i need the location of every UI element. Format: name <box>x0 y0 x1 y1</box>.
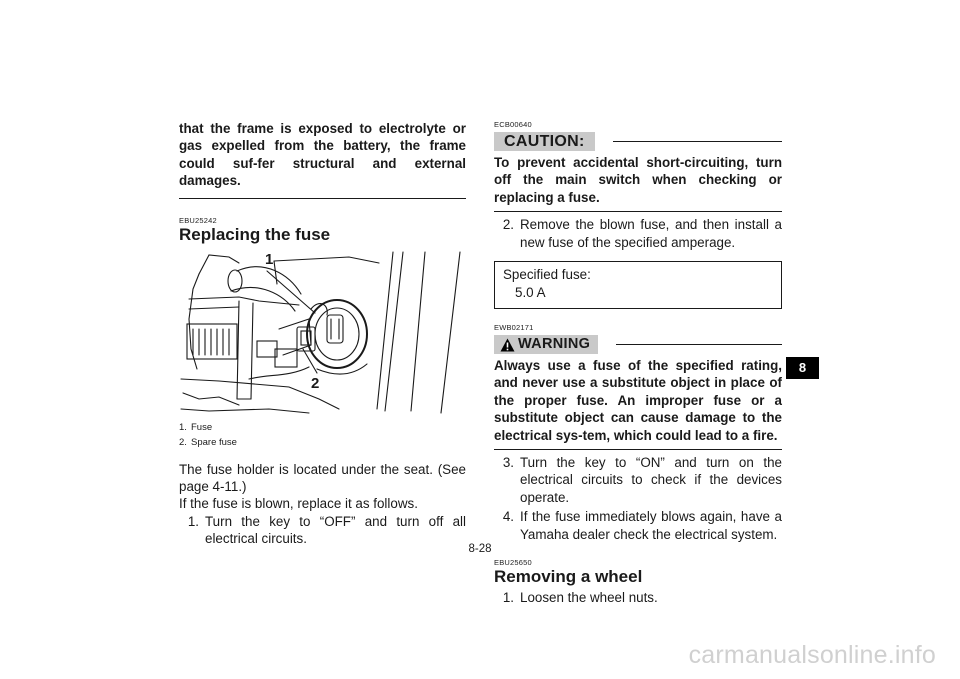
instruction-intro: If the fuse is blown, replace it as follows. <box>179 496 418 512</box>
list-number: 2. <box>502 217 514 233</box>
warning-rule <box>616 344 782 345</box>
caption-text: Fuse <box>191 421 213 433</box>
caution-text: To prevent accidental short-circuiting, turn off the main switch when checking or replacing a fuse. <box>494 155 782 205</box>
caution-code: ECB00640 <box>494 120 532 129</box>
list-text: Loosen the wheel nuts. <box>520 590 658 606</box>
warning-text: Always use a fuse of the specified rating, and never use a substitute object in place of the proper fuse. An improper fuse or a substitute object can cause damage to the electrical sys-tem, which could lead to a fire. <box>494 358 782 443</box>
caution-rule <box>613 141 782 142</box>
section-heading: Replacing the fuse <box>179 224 331 244</box>
caption-number: 2. <box>179 436 187 448</box>
caption-text: Spare fuse <box>191 436 237 448</box>
fuse-figure <box>179 249 466 419</box>
list-item <box>494 589 782 606</box>
caution-label: CAUTION: <box>494 132 595 151</box>
watermark: carmanualsonline.info <box>688 641 936 669</box>
fuse-location-text: The fuse holder is located under the seat. (See page 4-11.) <box>179 461 466 495</box>
page-number: 8-28 <box>468 543 492 555</box>
list-item <box>494 508 782 543</box>
list-number: 4. <box>502 509 514 525</box>
section-heading: Removing a wheel <box>494 567 643 587</box>
left-column <box>179 120 466 548</box>
caption-item <box>179 420 466 435</box>
list-number: 1. <box>187 513 199 529</box>
list-number: 1. <box>502 590 514 606</box>
warning-label-box <box>494 335 598 354</box>
list-text: Turn the key to “OFF” and turn off all electrical circuits. <box>205 513 466 547</box>
figure-captions <box>179 420 466 450</box>
callout-1: 1 <box>265 250 274 268</box>
spec-label: Specified fuse: <box>503 267 591 283</box>
spec-value: 5.0 A <box>515 285 546 301</box>
list-item <box>494 454 782 506</box>
divider-rule <box>179 198 466 199</box>
intro-warning-text: that the frame is exposed to electrolyte or gas expelled from the battery, the frame could suf-fer structural and external damages. <box>179 121 466 189</box>
list-text: If the fuse immediately blows again, have a Yamaha dealer check the electrical system. <box>520 509 782 542</box>
warning-triangle-icon <box>500 338 515 352</box>
section-code: EBU25650 <box>494 558 532 568</box>
list-text: Remove the blown fuse, and then install a new fuse of the specified amperage. <box>520 217 782 250</box>
list-text: Turn the key to “ON” and turn on the electrical circuits to check if the devices operate. <box>520 455 782 505</box>
caution-header <box>494 132 782 151</box>
spec-box <box>494 261 782 309</box>
warning-code: EWB02171 <box>494 323 534 333</box>
right-column <box>494 120 782 607</box>
divider-rule <box>494 211 782 212</box>
chapter-tab: 8 <box>786 357 819 379</box>
divider-rule <box>494 449 782 450</box>
list-item <box>494 216 782 251</box>
section-code: EBU25242 <box>179 215 217 225</box>
caption-number: 1. <box>179 421 187 433</box>
warning-label: WARNING <box>518 336 591 353</box>
warning-header <box>494 335 782 354</box>
list-number: 3. <box>502 455 514 471</box>
callout-2: 2 <box>311 374 320 392</box>
caption-item <box>179 435 466 450</box>
fuse-illustration <box>179 249 466 419</box>
